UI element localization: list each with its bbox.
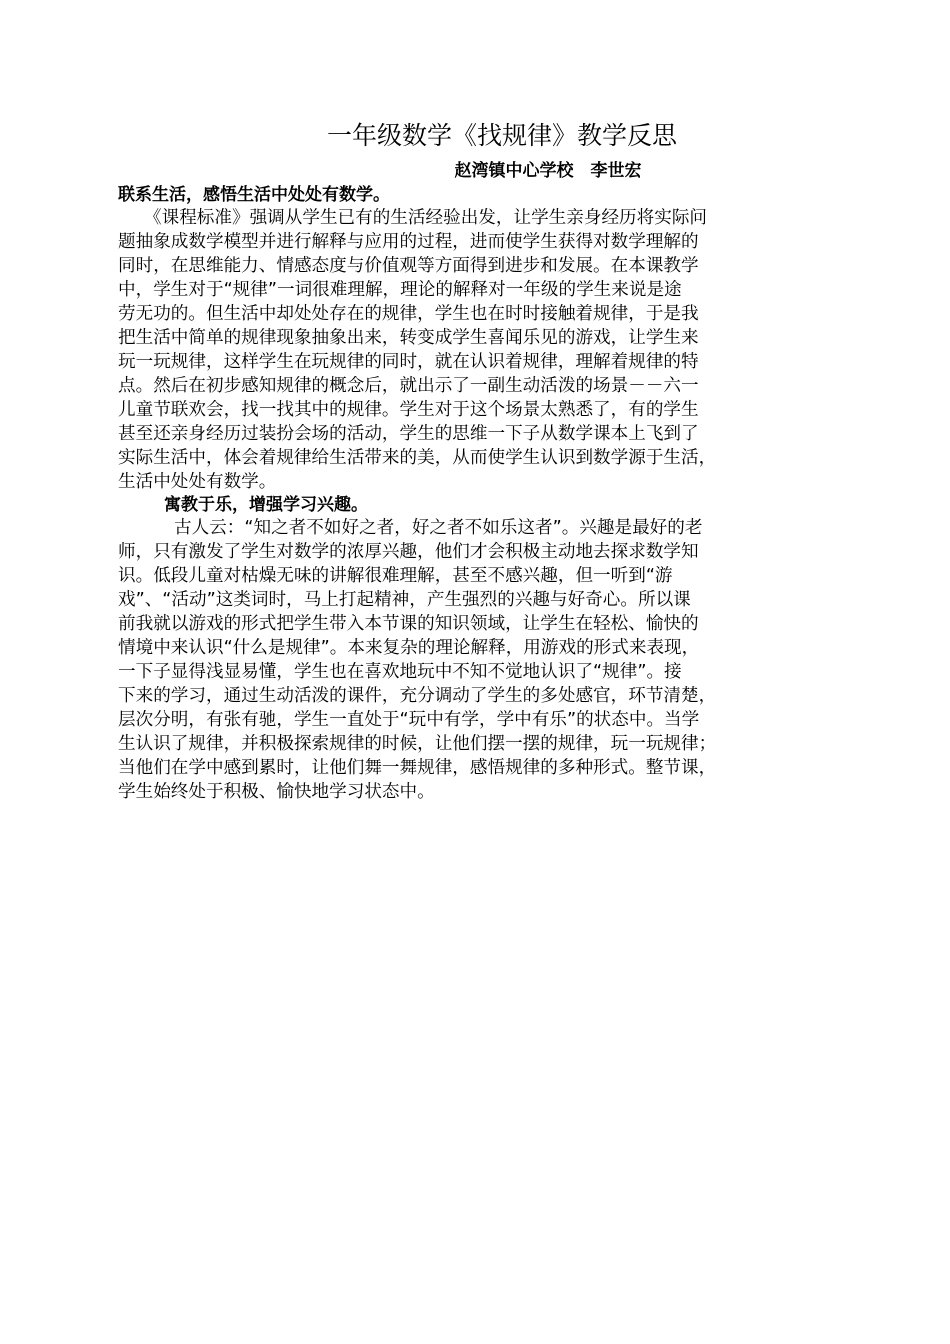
paragraph-line: 古人云：“知之者不如好之者，好之者不如乐这者”。兴趣是最好的老 (174, 518, 703, 538)
paragraph-line: 情境中来认识“什么是规律”。本来复杂的理论解释，用游戏的形式来表现， (118, 638, 700, 658)
section-paragraph-2 (118, 516, 858, 804)
author-line: 赵湾镇中心学校 李世宏 (454, 161, 642, 181)
paragraph-line: 《课程标准》强调从学生已有的生活经验出发，让学生亲身经历将实际问 (144, 208, 708, 228)
section-heading-2: 寓教于乐，增强学习兴趣。 (164, 495, 368, 515)
paragraph-line: 点。然后在初步感知规律的概念后，就出示了一副生动活泼的场景－－六一 (118, 376, 699, 396)
paragraph-line: 玩一玩规律，这样学生在玩规律的同时，就在认识着规律，理解着规律的特 (118, 352, 699, 372)
paragraph-line: 下来的学习，通过生动活泼的课件，充分调动了学生的多处感官，环节清楚， (118, 686, 717, 706)
paragraph-line: 生活中处处有数学。 (118, 472, 277, 492)
paragraph-line: 题抽象成数学模型并进行解释与应用的过程，进而使学生获得对数学理解的 (118, 232, 699, 252)
paragraph-line: 实际生活中，体会着规律给生活带来的美，从而使学生认识到数学源于生活， (118, 448, 717, 468)
paragraph-line: 同时，在思维能力、情感态度与价值观等方面得到进步和发展。在本课教学 (118, 256, 699, 276)
paragraph-line: 学生始终处于积极、愉快地学习状态中。 (118, 782, 435, 802)
section-heading-1: 联系生活，感悟生活中处处有数学。 (118, 185, 390, 205)
paragraph-line: 把生活中简单的规律现象抽象出来，转变成学生喜闻乐见的游戏，让学生来 (118, 328, 699, 348)
paragraph-line: 儿童节联欢会，找一找其中的规律。学生对于这个场景太熟悉了，有的学生 (118, 400, 699, 420)
document-page (118, 118, 858, 804)
paragraph-line: 劳无功的。但生活中却处处存在的规律，学生也在时时接触着规律，于是我 (118, 304, 699, 324)
paragraph-line: 当他们在学中感到累时，让他们舞一舞规律，感悟规律的多种形式。整节课， (118, 758, 717, 778)
document-title: 一年级数学《找规律》教学反思 (326, 121, 677, 150)
paragraph-line: 层次分明，有张有驰，学生一直处于“玩中有学，学中有乐”的状态中。当学 (118, 710, 700, 730)
paragraph-line: 戏”、“活动”这类词时，马上打起精神，产生强烈的兴趣与好奇心。所以课 (118, 590, 691, 610)
paragraph-line: 中，学生对于“规律”一词很难理解，理论的解释对一年级的学生来说是途 (118, 280, 682, 300)
paragraph-line: 师，只有激发了学生对数学的浓厚兴趣，他们才会积极主动地去探求数学知 (118, 542, 699, 562)
paragraph-line: 识。低段儿童对枯燥无味的讲解很难理解，甚至不感兴趣，但一听到“游 (118, 566, 673, 586)
paragraph-line: 生认识了规律，并积极探索规律的时候，让他们摆一摆的规律，玩一玩规律； (118, 734, 717, 754)
paragraph-line: 甚至还亲身经历过装扮会场的活动，学生的思维一下子从数学课本上飞到了 (118, 424, 699, 444)
paragraph-line: 一下子显得浅显易懂，学生也在喜欢地玩中不知不觉地认识了“规律”。接 (118, 662, 682, 682)
section-paragraph-1 (118, 206, 858, 494)
paragraph-line: 前我就以游戏的形式把学生带入本节课的知识领域，让学生在轻松、愉快的 (118, 614, 699, 634)
